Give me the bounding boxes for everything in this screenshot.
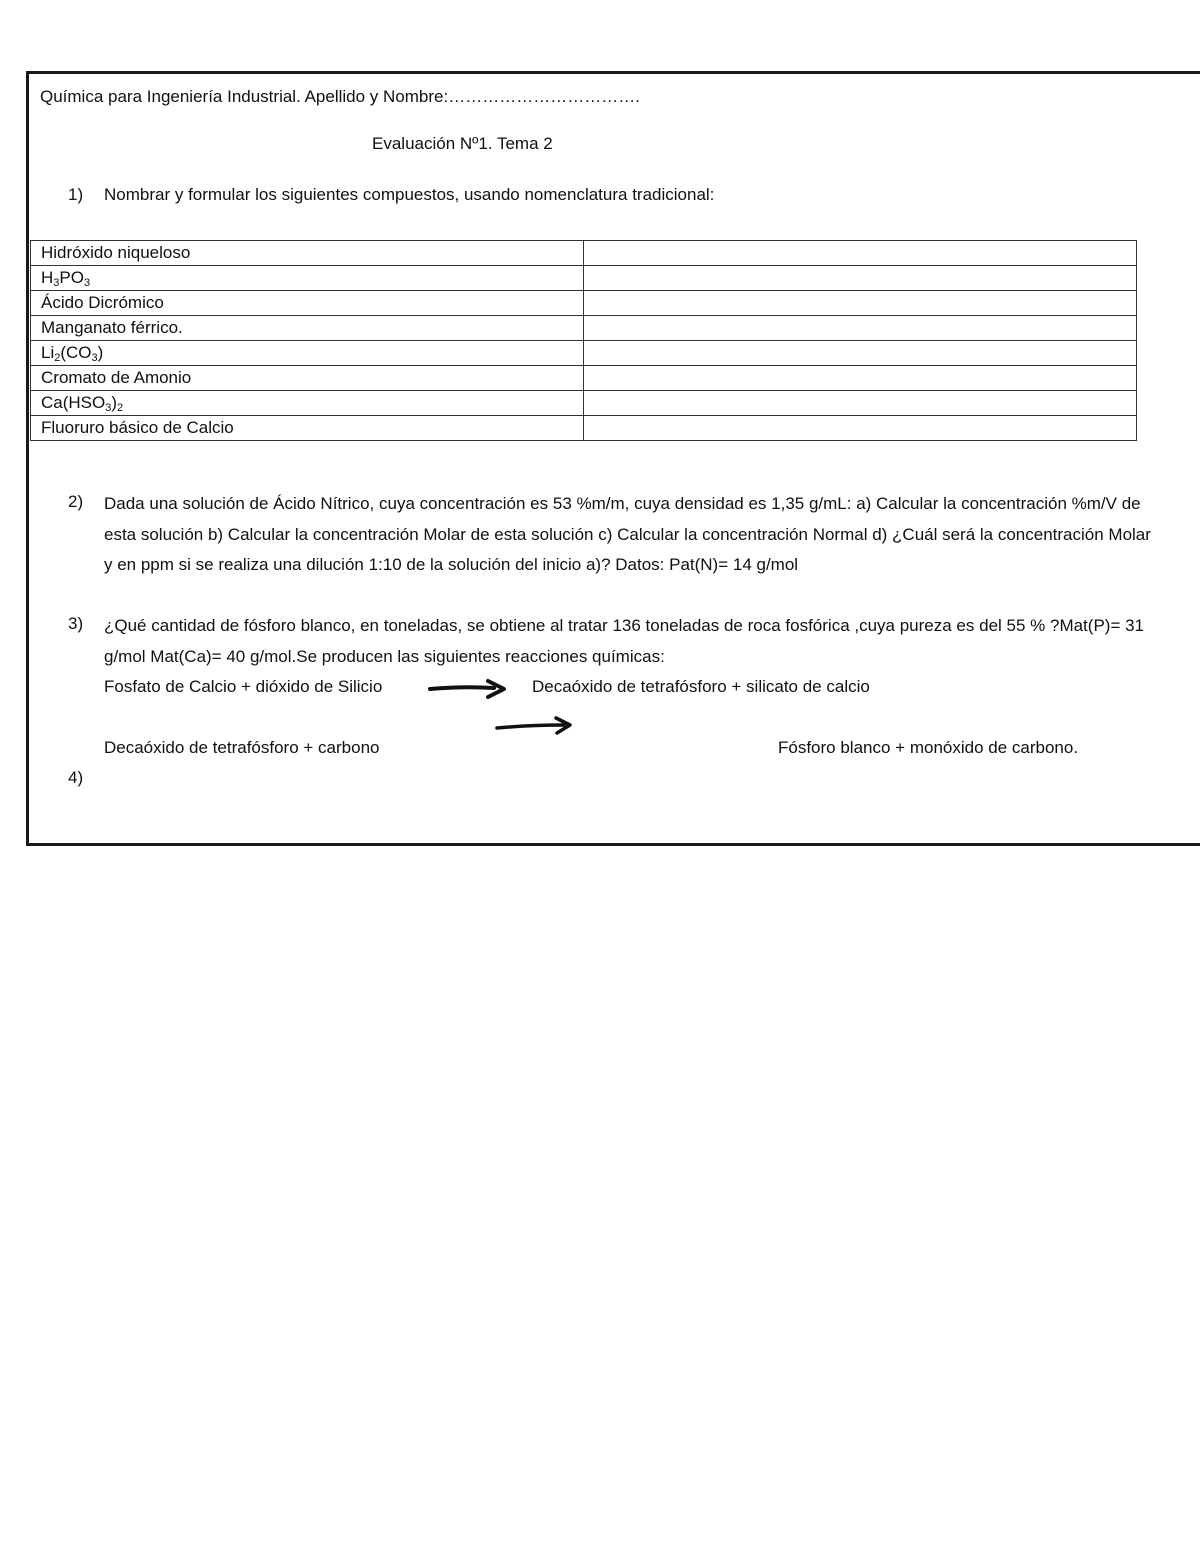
question-2-text: Dada una solución de Ácido Nítrico, cuya concentración es 53 %m/m, cuya densidad es 1,35 g/mL: a) Calcular la concentración %m/V de esta solución b) Calcular la concentración Molar de esta solución c) Calcular la concentración Normal d) ¿Cuál será la concentración Molar y en ppm si se realiza una dilución 1:10 de la solución del inicio a)? Datos: Pat(N)= 14 g/mol bbox=[104, 494, 1151, 574]
answer-cell[interactable] bbox=[584, 341, 1137, 366]
answer-cell[interactable] bbox=[584, 366, 1137, 391]
question-2-number: 2) bbox=[68, 492, 84, 511]
course-header: Química para Ingeniería Industrial. Apellido y Nombre:……………………………. bbox=[40, 87, 640, 106]
answer-cell[interactable] bbox=[584, 241, 1137, 266]
compound-cell: Fluoruro básico de Calcio bbox=[31, 416, 584, 441]
reaction-1-products: Decaóxido de tetrafósforo + silicato de calcio bbox=[532, 677, 870, 696]
reaction-2-reactants: Decaóxido de tetrafósforo + carbono bbox=[104, 738, 380, 757]
compound-cell: Hidróxido niqueloso bbox=[31, 241, 584, 266]
question-1-number: 1) bbox=[68, 185, 84, 204]
question-3-number: 3) bbox=[68, 614, 84, 633]
compound-cell: $H_3PO_3$ bbox=[31, 266, 584, 291]
table-row bbox=[31, 291, 1137, 316]
compounds-table bbox=[30, 240, 1137, 441]
compound-cell: $Ca(HSO_3)_2$ bbox=[31, 391, 584, 416]
exam-subtitle: Evaluación Nº1. Tema 2 bbox=[372, 134, 553, 153]
reaction-arrow-icon bbox=[494, 715, 574, 737]
table-row bbox=[31, 316, 1137, 341]
answer-cell[interactable] bbox=[584, 391, 1137, 416]
table-row bbox=[31, 341, 1137, 366]
table-row bbox=[31, 391, 1137, 416]
question-4-number: 4) bbox=[68, 768, 84, 787]
table-row bbox=[31, 366, 1137, 391]
table-row bbox=[31, 266, 1137, 291]
compound-cell: Ácido Dicrómico bbox=[31, 291, 584, 316]
answer-cell[interactable] bbox=[584, 291, 1137, 316]
compound-cell: $Li_2(CO_3)$ bbox=[31, 341, 584, 366]
question-1-text: Nombrar y formular los siguientes compuestos, usando nomenclatura tradicional: bbox=[104, 185, 715, 204]
reaction-2-products: Fósforo blanco + monóxido de carbono. bbox=[778, 738, 1079, 757]
answer-cell[interactable] bbox=[584, 266, 1137, 291]
answer-cell[interactable] bbox=[584, 416, 1137, 441]
compound-cell: Manganato férrico. bbox=[31, 316, 584, 341]
table-row bbox=[31, 241, 1137, 266]
compound-cell: Cromato de Amonio bbox=[31, 366, 584, 391]
question-3-text: ¿Qué cantidad de fósforo blanco, en toneladas, se obtiene al tratar 136 toneladas de roca fosfórica ,cuya pureza es del 55 % ?Mat(P)= 31 g/mol Mat(Ca)= 40 g/mol.Se producen las siguientes reacciones químicas: bbox=[104, 616, 1145, 666]
answer-cell[interactable] bbox=[584, 316, 1137, 341]
table-row bbox=[31, 416, 1137, 441]
reaction-arrow-icon bbox=[428, 678, 508, 700]
reaction-1-reactants: Fosfato de Calcio + dióxido de Silicio bbox=[104, 677, 383, 696]
